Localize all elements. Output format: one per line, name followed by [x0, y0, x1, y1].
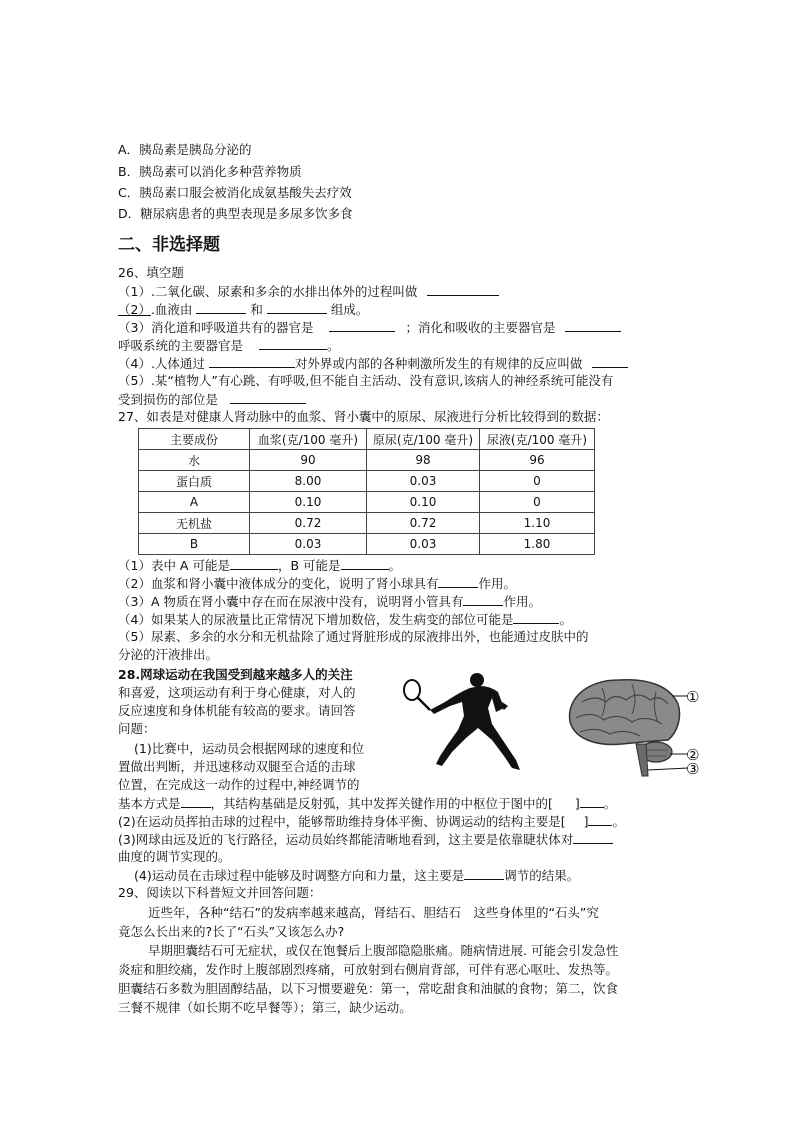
q26-line2 [118, 300, 368, 319]
q27-s3-blank[interactable] [463, 592, 503, 606]
q26-l4-blank1[interactable] [209, 354, 295, 368]
q26-line3 [118, 318, 621, 337]
section-title: 二、非选择题 [118, 235, 220, 255]
q28-p1-text1: 基本方式是 [118, 796, 181, 811]
table-cell: 1.10 [480, 513, 595, 534]
q27-s4-text1: （4）如果某人的尿液量比正常情况下增加数倍，发生病变的部位可能是 [118, 612, 514, 627]
table-cell: 0.03 [367, 534, 480, 555]
option-d: D．糖尿病患者的典型表现是多尿多饮多食 [118, 206, 353, 221]
q26-l2-number: （2） [118, 302, 151, 317]
q28-p1-text2: ，其结构基础是反射弧，其中发挥关键作用的中枢位于图中的[ [210, 796, 553, 811]
q28-p1-text3: ] [574, 796, 580, 811]
q28-p4-text2: 调节的结果。 [504, 868, 580, 883]
q28-p1d [118, 794, 616, 813]
option-b: B．胰岛素可以消化多种营养物质 [118, 164, 302, 179]
q27-s4 [118, 610, 572, 629]
q26-line5: （5）.某“植物人”有心跳、有呼吸,但不能自主活动、没有意识,该病人的神经系统可能没有 [118, 373, 614, 388]
q27-s1-blank1[interactable] [230, 556, 278, 570]
q27-s4-text2: 。 [559, 612, 572, 627]
q28-p3-blank[interactable] [573, 830, 613, 844]
q28-p1-blank3[interactable] [580, 794, 604, 808]
q29-line6: 三餐不规律（如长期不吃早餐等）；第三，缺少运动。 [118, 1000, 412, 1015]
q26-l3-text1: （3）消化道和呼吸道共有的器官是 [118, 320, 314, 335]
q26-l5-text: 受到损伤的部位是 [118, 392, 219, 407]
q27-s3 [118, 592, 541, 611]
q29-line4: 炎症和胆绞痛，发作时上腹部剧烈疼痛，可放射到右侧肩背部，可伴有恶心呕吐、发热等。 [118, 962, 619, 977]
q28-intro3: 反应速度和身体机能有较高的要求。请回答 [118, 703, 356, 718]
q27-s4-blank[interactable] [513, 610, 559, 624]
brain-label-3: ③ [686, 760, 700, 778]
q28-p2-text1: (2)在运动员挥拍击球的过程中，能够帮助维持身体平衡、协调运动的结构主要是[ [118, 814, 566, 829]
q29-title: 29、阅读以下科普短文并回答问题： [118, 885, 322, 900]
q27-s5: （5）尿素、多余的水分和无机盐除了通过肾脏形成的尿液排出外，也能通过皮肤中的 [118, 629, 589, 644]
q27-s2-text2: 作用。 [478, 576, 516, 591]
q26-line5b [118, 390, 306, 409]
table-cell: 蛋白质 [139, 471, 250, 492]
q28-p4 [134, 866, 579, 885]
q27-title: 27、如表是对健康人肾动脉中的血浆、肾小囊中的原尿、尿液进行分析比较得到的数据： [118, 409, 609, 424]
table-cell: 0.72 [250, 513, 367, 534]
q28-p2-blank2[interactable] [588, 812, 612, 826]
table-row [139, 492, 595, 513]
q28-p1-text4: 。 [603, 796, 617, 811]
q28-p1a: (1)比赛中，运动员会根据网球的速度和位 [134, 741, 365, 756]
q28-p4-blank[interactable] [464, 866, 504, 880]
q28-p2-text3: 。 [612, 814, 625, 829]
q29-line3: 早期胆囊结石可无症状，或仅在饱餐后上腹部隐隐胀痛。随病情进展. 可能会引发急性 [148, 943, 619, 958]
q26-line4 [118, 354, 628, 373]
q26-l5-blank[interactable] [230, 390, 306, 404]
table-cell: A [139, 492, 250, 513]
q28-intro2: 和喜爱，这项运动有利于身心健康，对人的 [118, 685, 356, 700]
table-cell: 1.80 [480, 534, 595, 555]
q26-line3b [118, 336, 340, 355]
table-cell: 0 [480, 471, 595, 492]
q27-s1-blank2[interactable] [341, 556, 389, 570]
q26-line1 [118, 282, 499, 301]
table-cell: 98 [367, 450, 480, 471]
q27-s3-text2: 作用。 [503, 594, 541, 609]
table-header-row [139, 429, 595, 450]
option-c: C．胰岛素口服会被消化成氨基酸失去疗效 [118, 185, 352, 200]
q26-l3-text4: 。 [327, 338, 340, 353]
q28-p4-text1: (4)运动员在击球过程中能够及时调整方向和力量，这主要是 [134, 868, 465, 883]
table-cell: B [139, 534, 250, 555]
q26-l3-blank3[interactable] [259, 336, 327, 350]
q26-l2-text1: .血液由 [150, 302, 193, 317]
q28-p1c: 位置，在完成这一动作的过程中,神经调节的 [118, 777, 360, 792]
q26-l2-text2: 和 [250, 302, 263, 317]
table-cell: 水 [139, 450, 250, 471]
table-cell: 0.03 [250, 534, 367, 555]
table-header-cell: 尿液(克/100 毫升) [480, 429, 595, 450]
q26-l4-text1: （4）.人体通过 [118, 356, 205, 371]
q29-line5: 胆囊结石多数为胆固醇结晶，以下习惯要避免：第一，常吃甜食和油腻的食物；第二，饮食 [118, 981, 619, 996]
q27-s1-text1: （1）表中 A 可能是 [118, 558, 230, 573]
table-header-cell: 血浆(克/100 毫升) [250, 429, 367, 450]
tennis-player-image [400, 668, 540, 780]
table-cell: 0.72 [367, 513, 480, 534]
table-cell: 无机盐 [139, 513, 250, 534]
table-cell: 90 [250, 450, 367, 471]
q27-table [138, 428, 595, 555]
table-cell: 0 [480, 492, 595, 513]
q26-l4-blank2[interactable] [592, 354, 628, 368]
q26-l2-blank1[interactable] [196, 300, 246, 314]
q26-l3-text3: 呼吸系统的主要器官是 [118, 338, 244, 353]
q26-l3-blank1[interactable] [329, 318, 395, 332]
table-cell: 8.00 [250, 471, 367, 492]
q26-l1-text: （1）.二氧化碳、尿素和多余的水排出体外的过程叫做 [118, 284, 418, 299]
q27-s3-text1: （3）A 物质在肾小囊中存在而在尿液中没有，说明肾小管具有 [118, 594, 464, 609]
brain-label-2: ② [686, 746, 700, 764]
table-cell: 0.10 [367, 492, 480, 513]
q26-l2-text3: 组成。 [330, 302, 369, 317]
q27-s1-text3: 。 [388, 558, 402, 573]
q28-p1b: 置做出判断，并迅速移动双腿至合适的击球 [118, 759, 356, 774]
option-a: A．胰岛素是胰岛分泌的 [118, 142, 252, 157]
q28-p3-text1: (3)网球由远及近的飞行路径，运动员始终都能清晰地看到，这主要是依靠睫状体对 [118, 832, 574, 847]
table-cell: 0.03 [367, 471, 480, 492]
q26-l4-text2: 对外界或内部的各种刺激所发生的有规律的反应叫做 [294, 356, 583, 371]
q26-l3-blank2[interactable] [565, 318, 621, 332]
q28-p1-blank1[interactable] [181, 794, 211, 808]
q28-intro1-text: 28.网球运动在我国受到越来越多人的关注 [118, 667, 353, 682]
q29-line1: 近些年，各种“结石”的发病率越来越高，肾结石、胆结石 这些身体里的“石头”究 [148, 905, 599, 920]
q28-p2-text2: ] [583, 814, 589, 829]
q29-line2: 竟怎么长出来的?长了“石头”又该怎么办? [118, 924, 345, 939]
q26-l3-text2: ；消化和吸收的主要器官是 [405, 320, 556, 335]
table-row [139, 471, 595, 492]
q27-s2-blank[interactable] [438, 574, 478, 588]
q28-p2 [118, 812, 625, 831]
table-row [139, 450, 595, 471]
q28-p3b: 曲度的调节实现的。 [118, 849, 231, 864]
table-header-cell: 原尿(克/100 毫升) [367, 429, 480, 450]
q28-intro1 [118, 666, 353, 684]
q26-l2-blank2[interactable] [267, 300, 327, 314]
q26-l1-blank[interactable] [427, 282, 499, 296]
table-header-cell: 主要成份 [139, 429, 250, 450]
q27-s2 [118, 574, 516, 593]
q28-intro4: 问题： [118, 721, 156, 736]
q27-s1 [118, 556, 401, 575]
q28-p3 [118, 830, 613, 849]
brain-label-1: ① [686, 688, 700, 706]
q26-title: 26、填空题 [118, 265, 184, 280]
q27-s5b: 分泌的汗液排出。 [118, 647, 219, 662]
table-cell: 96 [480, 450, 595, 471]
table-row [139, 534, 595, 555]
table-cell: 0.10 [250, 492, 367, 513]
q27-s2-text1: （2）血浆和肾小囊中液体成分的变化，说明了肾小球具有 [118, 576, 439, 591]
q27-s1-text2: ，B 可能是 [277, 558, 341, 573]
table-row [139, 513, 595, 534]
